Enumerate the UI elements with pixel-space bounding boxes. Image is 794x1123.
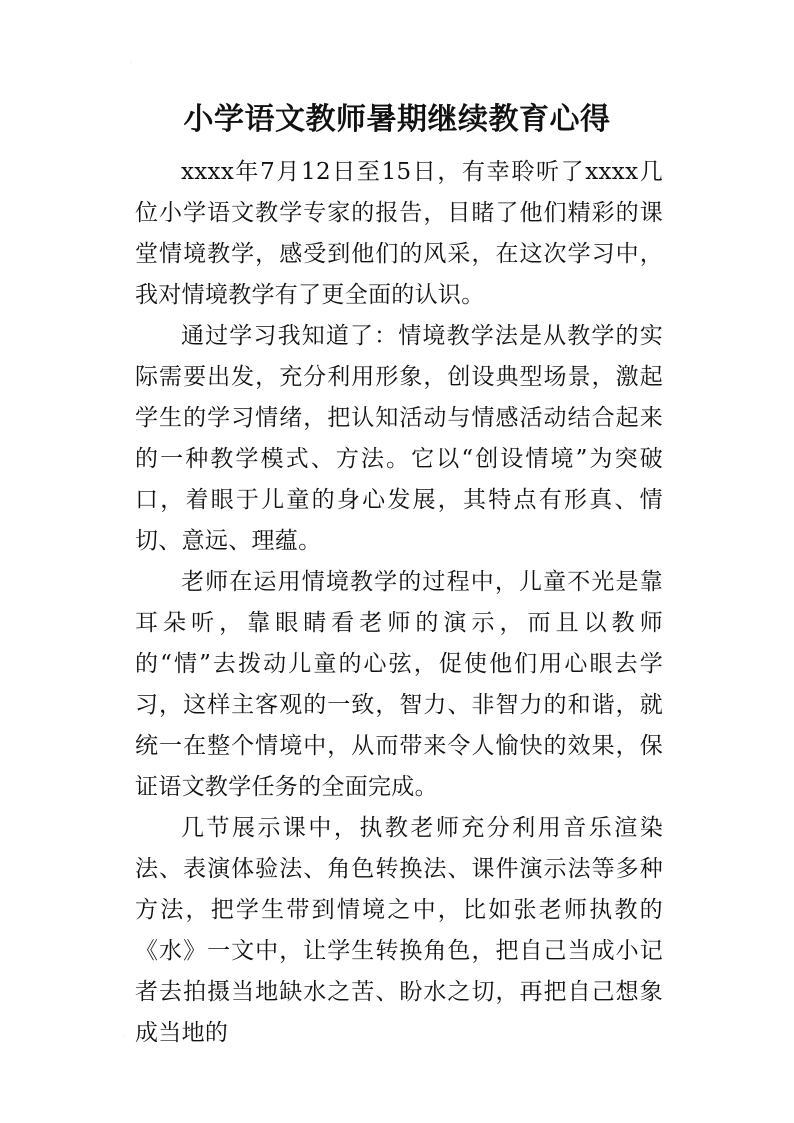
document-body [135,152,663,1054]
paragraph-4: 几节展示课中，执教老师充分利用音乐渲染法、表演体验法、角色转换法、课件演示法等多种方法，把学生带到情境之中，比如张老师执教的《水》一文中，让学生转换角色，把自己当成小记者去拍摄当地缺水之苦、盼水之切，再把自己想象成当地的 [135,815,663,1046]
paragraph-2: 通过学习我知道了：情境教学法是从教学的实际需要出发，充分利用形象，创设典型场景，激起学生的学习情绪，把认知活动与情感活动结合起来的一种教学模式、方法。它以“创设情境”为突破口，着眼于儿童的身心发展，其特点有形真、情切、意远、理蕴。 [135,323,663,554]
document-title: 小学语文教师暑期继续教育心得 [183,102,611,137]
corner-mark-bottom: · [124,1034,126,1041]
paragraph-1: xxxx年7月12日至15日，有幸聆听了xxxx几位小学语文教学专家的报告，目睹了他们精彩的课堂情境教学，感受到他们的风采，在这次学习中，我对情境教学有了更全面的认识。 [135,159,663,308]
corner-mark-top: · [130,60,132,67]
paragraph-3: 老师在运用情境教学的过程中，儿童不光是靠耳朵听，靠眼睛看老师的演示，而且以教师的“情”去拨动儿童的心弦，促使他们用心眼去学习，这样主客观的一致，智力、非智力的和谐，就统一在整个情境中，从而带来令人愉快的效果，保证语文教学任务的全面完成。 [135,569,663,800]
